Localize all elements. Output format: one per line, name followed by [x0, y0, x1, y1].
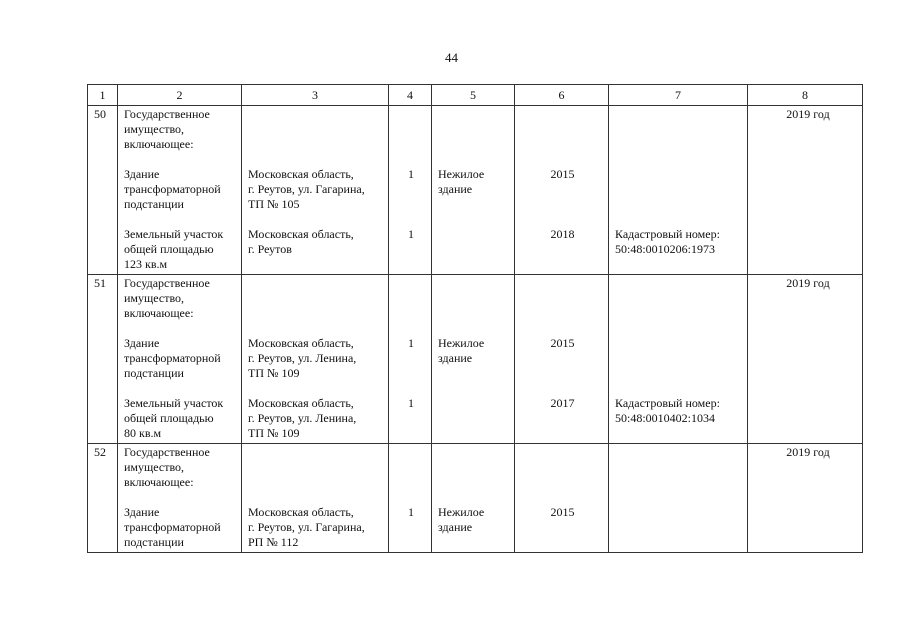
address-line: Московская область,: [248, 336, 354, 350]
object-type-line: здание: [438, 520, 473, 534]
item-name-line: Здание: [124, 505, 160, 519]
item-name-line: Земельный участок: [124, 396, 224, 410]
transfer-year-cell: [748, 106, 863, 275]
table-header-row: [88, 85, 863, 106]
transfer-year: 2019 год: [786, 445, 830, 459]
item-name-line: имущество,: [124, 460, 185, 474]
year-built: 2015: [550, 505, 575, 519]
object-type-line: здание: [438, 182, 473, 196]
address-line: РП № 112: [248, 535, 299, 549]
quantity: 1: [408, 227, 414, 241]
table-row: [88, 275, 863, 444]
row-number-cell: [88, 444, 118, 553]
object-type-line: Нежилое: [438, 505, 485, 519]
item-name-line: Государственное: [124, 107, 210, 121]
cadastral-note-cell: [609, 275, 748, 444]
item-name-line: трансформаторной: [124, 351, 221, 365]
item-name-line: имущество,: [124, 122, 185, 136]
object-type-cell: [432, 275, 515, 444]
item-name-line: трансформаторной: [124, 182, 221, 196]
year-built: 2018: [550, 227, 575, 241]
table-row: [88, 444, 863, 553]
row-number-cell: [88, 275, 118, 444]
item-name-line: общей площадью: [124, 242, 214, 256]
item-name-cell: [118, 275, 242, 444]
item-name-line: Государственное: [124, 276, 210, 290]
transfer-year-cell: [748, 275, 863, 444]
row-number: 51: [94, 276, 106, 290]
cadastral-note-line: 50:48:0010206:1973: [615, 242, 716, 256]
item-name-line: включающее:: [124, 475, 194, 489]
year-built: 2015: [550, 336, 575, 350]
item-name-line: трансформаторной: [124, 520, 221, 534]
row-number: 50: [94, 107, 106, 121]
address-line: ТП № 105: [248, 197, 300, 211]
transfer-year: 2019 год: [786, 107, 830, 121]
address-line: Московская область,: [248, 167, 354, 181]
address-line: ТП № 109: [248, 366, 300, 380]
address-cell: [242, 444, 389, 553]
object-type-cell: [432, 444, 515, 553]
address-line: г. Реутов, ул. Гагарина,: [248, 520, 365, 534]
row-number: 52: [94, 445, 106, 459]
item-name-line: подстанции: [124, 535, 184, 549]
address-line: Московская область,: [248, 505, 354, 519]
transfer-year-cell: [748, 444, 863, 553]
object-type-line: здание: [438, 351, 473, 365]
item-name-line: 123 кв.м: [124, 257, 168, 271]
address-line: г. Реутов, ул. Гагарина,: [248, 182, 365, 196]
item-name-line: подстанции: [124, 197, 184, 211]
quantity: 1: [408, 505, 414, 519]
column-header: 7: [609, 85, 748, 106]
year-built-cell: [515, 106, 609, 275]
table-row: [88, 106, 863, 275]
cadastral-note-cell: [609, 106, 748, 275]
item-name-cell: [118, 444, 242, 553]
quantity-cell: [389, 275, 432, 444]
item-name-line: имущество,: [124, 291, 185, 305]
item-name-cell: [118, 106, 242, 275]
item-name-line: включающее:: [124, 137, 194, 151]
address-line: Московская область,: [248, 227, 354, 241]
column-header: 1: [88, 85, 118, 106]
column-header: 8: [748, 85, 863, 106]
property-table: [87, 84, 863, 553]
column-header: 2: [118, 85, 242, 106]
item-name-line: Государственное: [124, 445, 210, 459]
year-built-cell: [515, 275, 609, 444]
column-header: 5: [432, 85, 515, 106]
transfer-year: 2019 год: [786, 276, 830, 290]
item-name-line: Земельный участок: [124, 227, 224, 241]
quantity-cell: [389, 106, 432, 275]
column-header: 6: [515, 85, 609, 106]
page-number: 44: [445, 50, 458, 65]
address-line: г. Реутов, ул. Ленина,: [248, 351, 357, 365]
object-type-line: Нежилое: [438, 167, 485, 181]
object-type-line: Нежилое: [438, 336, 485, 350]
cadastral-note-line: Кадастровый номер:: [615, 396, 720, 410]
address-line: Московская область,: [248, 396, 354, 410]
row-number-cell: [88, 106, 118, 275]
address-line: ТП № 109: [248, 426, 300, 440]
quantity: 1: [408, 396, 414, 410]
column-header: 4: [389, 85, 432, 106]
cadastral-note-cell: [609, 444, 748, 553]
year-built-cell: [515, 444, 609, 553]
year-built: 2017: [550, 396, 575, 410]
object-type-cell: [432, 106, 515, 275]
year-built: 2015: [550, 167, 575, 181]
table-body: [88, 106, 863, 553]
item-name-line: 80 кв.м: [124, 426, 162, 440]
item-name-line: включающее:: [124, 306, 194, 320]
column-header: 3: [242, 85, 389, 106]
quantity: 1: [408, 167, 414, 181]
item-name-line: Здание: [124, 336, 160, 350]
address-line: г. Реутов, ул. Ленина,: [248, 411, 357, 425]
cadastral-note-line: 50:48:0010402:1034: [615, 411, 716, 425]
address-cell: [242, 275, 389, 444]
quantity-cell: [389, 444, 432, 553]
item-name-line: общей площадью: [124, 411, 214, 425]
cadastral-note-line: Кадастровый номер:: [615, 227, 720, 241]
item-name-line: подстанции: [124, 366, 184, 380]
address-line: г. Реутов: [248, 242, 292, 256]
quantity: 1: [408, 336, 414, 350]
item-name-line: Здание: [124, 167, 160, 181]
address-cell: [242, 106, 389, 275]
